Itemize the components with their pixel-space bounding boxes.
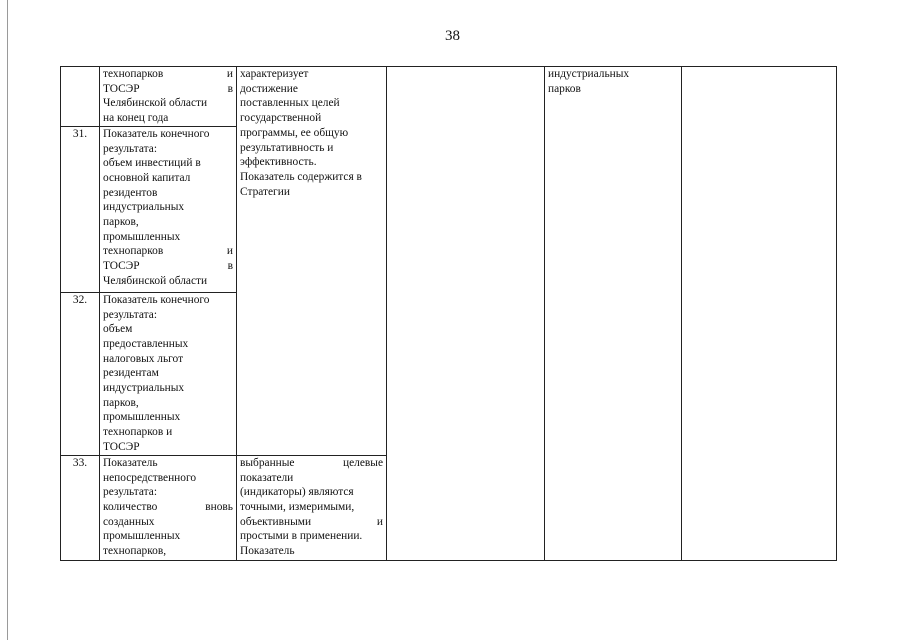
cell-text-line: эффективность. bbox=[240, 156, 317, 169]
cell-text-line: Челябинской области bbox=[103, 97, 208, 110]
cell-text-word: и bbox=[376, 515, 383, 528]
cell-text-line: государственной bbox=[240, 112, 322, 125]
justification-cell bbox=[237, 67, 387, 456]
indicators-table bbox=[60, 66, 837, 561]
cell-text-line: парков, bbox=[103, 216, 139, 229]
row-number: 31. bbox=[61, 126, 100, 292]
cell-text-line: парков, bbox=[103, 396, 139, 409]
cell-text-line: результата: bbox=[103, 308, 158, 321]
responsible-cell bbox=[682, 67, 837, 561]
scan-edge-line bbox=[7, 0, 8, 640]
cell-text-line: Показатель bbox=[240, 545, 295, 558]
cell-text-line: технопарков bbox=[103, 68, 164, 80]
cell-text-line: ТОСЭР bbox=[103, 440, 140, 453]
row-number: 32. bbox=[61, 292, 100, 455]
cell-text-word: в bbox=[227, 82, 233, 95]
page-number: 38 bbox=[445, 28, 460, 44]
indicator-name-cell bbox=[100, 67, 237, 127]
method-cell bbox=[387, 67, 545, 561]
cell-text-line: промышленных bbox=[103, 411, 181, 424]
cell-text-line: технопарков, bbox=[103, 545, 167, 558]
cell-text-word: и bbox=[226, 68, 233, 80]
cell-text-line: созданных bbox=[103, 515, 155, 528]
cell-text-line: основной капитал bbox=[103, 171, 191, 184]
cell-text-line: количество bbox=[103, 500, 158, 513]
cell-text-line: программы, ее общую bbox=[240, 126, 349, 139]
cell-text-line: простыми в применении. bbox=[240, 530, 363, 543]
cell-text-line: Показатель содержится в bbox=[240, 170, 362, 183]
cell-text-line: результата: bbox=[103, 142, 158, 155]
cell-text-line: поставленных целей bbox=[240, 97, 340, 110]
cell-text-line: парков bbox=[548, 82, 581, 95]
cell-text-line: результативность и bbox=[240, 141, 334, 154]
cell-text-line: объективными bbox=[240, 515, 312, 528]
cell-text-line: резидентов bbox=[103, 186, 158, 199]
cell-text-line: промышленных bbox=[103, 230, 181, 243]
cell-text-line: индустриальных bbox=[103, 382, 185, 395]
cell-text-line: Стратегии bbox=[240, 185, 290, 198]
cell-text-line: ТОСЭР bbox=[103, 82, 140, 95]
source-cell bbox=[545, 67, 682, 561]
indicator-name-cell bbox=[100, 126, 237, 292]
cell-text-line: показатели bbox=[240, 471, 294, 484]
indicator-name-cell bbox=[100, 455, 237, 560]
cell-text-line: объем инвестиций в bbox=[103, 157, 201, 170]
cell-text-line: предоставленных bbox=[103, 337, 189, 350]
row-number bbox=[61, 67, 100, 127]
cell-text-line: достижение bbox=[240, 82, 298, 95]
cell-text-word: целевые bbox=[343, 456, 383, 469]
cell-text-line: результата: bbox=[103, 486, 158, 499]
cell-text-line: индустриальных bbox=[103, 201, 185, 214]
cell-text-word: в bbox=[227, 260, 233, 273]
cell-text-line: точными, измеримыми, bbox=[240, 500, 355, 513]
cell-text-line: непосредственного bbox=[103, 471, 197, 484]
cell-text-word: вновь bbox=[205, 500, 233, 513]
cell-text-line: (индикаторы) являются bbox=[240, 486, 354, 499]
indicator-name-cell bbox=[100, 292, 237, 455]
cell-text-word: и bbox=[226, 245, 233, 258]
cell-text-line: технопарков bbox=[103, 245, 164, 258]
cell-text-line: Челябинской области bbox=[103, 274, 208, 287]
cell-text-line: объем bbox=[103, 323, 133, 336]
justification-cell bbox=[237, 455, 387, 560]
cell-text-line: Показатель bbox=[103, 456, 158, 469]
cell-text-line: резидентам bbox=[103, 367, 159, 380]
cell-text-line: Показатель конечного bbox=[103, 127, 210, 140]
cell-text-line: промышленных bbox=[103, 530, 181, 543]
cell-text-line: технопарков и bbox=[103, 426, 173, 439]
cell-text-line: налоговых льгот bbox=[103, 352, 184, 365]
row-number: 33. bbox=[61, 455, 100, 560]
table-row bbox=[61, 67, 837, 127]
cell-text-line: выбранные bbox=[240, 456, 295, 469]
cell-text-line: ТОСЭР bbox=[103, 260, 140, 273]
cell-text-line: Показатель конечного bbox=[103, 293, 210, 306]
cell-text-line: на конец года bbox=[103, 112, 169, 125]
cell-text-line: индустриальных bbox=[548, 68, 630, 80]
cell-text-line: характеризует bbox=[240, 68, 309, 80]
